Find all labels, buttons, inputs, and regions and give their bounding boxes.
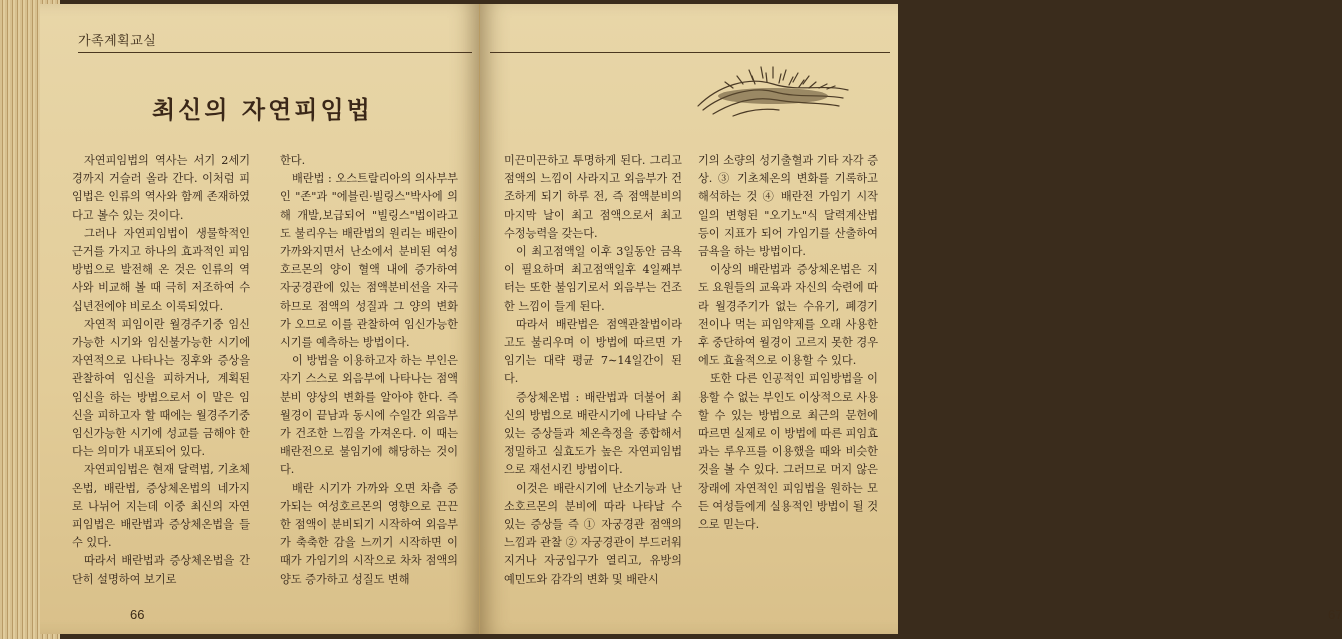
right-column-1 xyxy=(504,152,682,589)
paragraph: 이 방법을 이용하고자 하는 부인은 자기 스스로 외음부에 나타나는 점액분비 양상의 변화를 알아야 한다. 즉 월경이 끝남과 동시에 수일간 외음부가 건조한 느낌을 가져온다. 이 때는 배란전으로 불임기에 해당하는 것이다. xyxy=(280,354,458,477)
paragraph: 따라서 배란법과 증상체온법을 간단히 설명하여 보기로 xyxy=(72,554,250,586)
paragraph: 자연피임법의 역사는 서기 2세기경까지 거슬러 올라 간다. 이처럼 피임법은 인류의 역사와 함께 존재하였다고 볼수 있는 것이다. xyxy=(72,154,250,222)
paragraph: 자연피임법은 현재 달력법, 기초체온법, 배란법, 증상체온법의 네가지로 나뉘어 지는데 이중 최신의 자연피임법은 배란법과 증상체온법을 들 수 있다. xyxy=(72,463,250,550)
paragraph: 기의 소량의 성기출혈과 기타 자각 증상. ③ 기초체온의 변화를 기록하고 해석하는 것 ④ 배란전 가임기 시작일의 변형된 "오기노"식 달력계산법등이 지표가 되어 가임기를 산출하여 금욕을 하는 방법이다. xyxy=(698,154,878,259)
article-title: 최신의 자연피임법 xyxy=(152,96,373,124)
paragraph: 미끈미끈하고 투명하게 된다. 그리고 점액의 느낌이 사라지고 외음부가 건조하게 되기 하루 전, 즉 점액분비의 마지막 날이 최고 점액으로서 최고 수정능력을 갖는다. xyxy=(504,154,682,240)
sketch-illustration xyxy=(693,66,853,136)
header-rule xyxy=(490,52,890,53)
paragraph: 따라서 배란법은 점액관찰법이라고도 불리우며 이 방법에 따르면 가임기는 대략 평균 7∼14일간이 된다. xyxy=(504,317,682,386)
paragraph: 그러나 자연피임법이 생물학적인 근거를 가지고 하나의 효과적인 피임방법으로 발전해 온 것은 인류의 역사와 비교해 볼 때 극히 저조하여 수십년전에야 비로소 이룩되었다. xyxy=(72,226,250,313)
paragraph: 또한 다른 인공적인 피임방법을 이용할 수 없는 부인도 이상적으로 사용할 수 있는 방법으로 최근의 문헌에 따르면 실제로 이 방법에 따른 피임효과는 루우프를 이용했을 때와 비슷한 것을 볼 수 있다. 그러므로 머지 않은 장래에 자연적인 피임법을 원하는 모든 여성들에게 실용적인 방법이 될 것으로 믿는다. xyxy=(698,372,878,532)
left-column-1 xyxy=(72,152,250,589)
paragraph: 배란 시기가 가까와 오면 차츰 증가되는 여성호르몬의 영향으로 끈끈한 점액이 분비되기 시작하여 외음부가 축축한 감을 느끼기 시작하면 이 때가 가임기의 시작으로 차차 점액의 양도 증가하고 성질도 변해 xyxy=(280,481,458,586)
running-head: 가족계획교실 xyxy=(78,34,157,49)
page-number-right: 67 xyxy=(1328,607,1342,622)
right-column-2 xyxy=(698,152,878,534)
paragraph: 한다. xyxy=(280,154,306,167)
paragraph: 배란법 : 오스트랄리아의 의사부부인 "존"과 "에블린·빌링스"박사에 의해 개발,보급되어 "빌링스"법이라고도 불리우는 배란법의 원리는 배란이 가까와지면서 난소에서 분비된 여성호르몬의 양이 혈액 내에 증가하여 자궁경관에 있는 점액분비선을 자극하므로 점액의 성질과 그 양의 변화가 오므로 이를 관찰하여 임신가능한 시기를 예측하는 방법이다. xyxy=(280,172,458,350)
page-number-left: 66 xyxy=(130,607,145,622)
paragraph: 이상의 배란법과 증상체온법은 지도 요원들의 교육과 자신의 숙련에 따라 월경주기가 없는 수유기, 폐경기 전이나 먹는 피임약제를 오래 사용한 후 중단하여 월경이 고르지 못한 경우에도 효율적으로 이용할 수 있다. xyxy=(698,263,878,368)
paragraph: 증상체온법 : 배란법과 더불어 최신의 방법으로 배란시기에 나타날 수 있는 증상들과 체온측정을 종합해서 정밀하고 실효도가 높은 자연피임법으로 재선시킨 방법이다. xyxy=(504,390,682,477)
header-rule xyxy=(78,52,472,53)
paragraph: 자연적 피임이란 월경주기중 임신가능한 시기와 임신불가능한 시기에 자연적으로 나타나는 징후와 증상을 관찰하여 임신을 피하거나, 계획된 임신을 하는 방법으로서 이 말은 임신을 피하고자 할 때에는 월경주기중 임신가능한 시기에 성교를 금해야 한다는 의미가 내포되어 있다. xyxy=(72,317,250,459)
paragraph: 이 최고점액일 이후 3일동안 금욕이 필요하며 최고점액일후 4일째부터는 또한 불임기로서 외음부는 건조한 느낌이 들게 된다. xyxy=(504,245,682,313)
paragraph: 이것은 배란시기에 난소기능과 난소호르몬의 분비에 따라 나타날 수 있는 증상들 즉 ① 자궁경관 점액의 느낌과 관찰 ② 자궁경관이 부드러워 지거나 자궁입구가 열리고, 유방의 예민도와 감각의 변화 및 배란시 xyxy=(504,481,682,586)
left-column-2 xyxy=(280,152,458,589)
